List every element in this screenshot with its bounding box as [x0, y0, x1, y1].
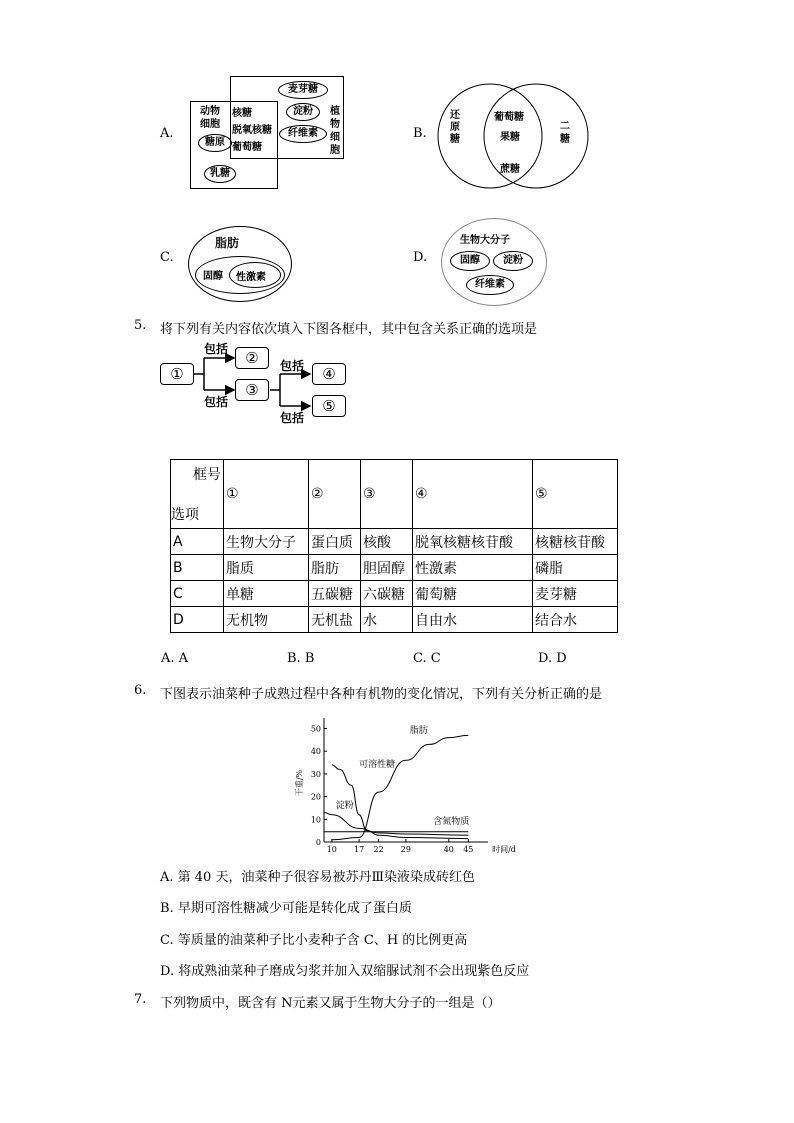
question-stem: 下列物质中，既含有 N元素又属于生物大分子的一组是（） [160, 996, 501, 1011]
plant-cell-label: 植 物 细 胞 [330, 106, 340, 156]
arrow-label: 包括 [204, 342, 229, 356]
glycogen-oval: 糖原 [198, 134, 232, 152]
seed-chart [290, 712, 516, 858]
table-cell: A [171, 529, 224, 555]
options-table [170, 459, 618, 633]
table-cell: 蛋白质 [309, 529, 361, 555]
table-header: ② [309, 460, 361, 529]
table-cell: 性激素 [413, 555, 533, 581]
table-cell: D [171, 607, 224, 633]
table-cell: 脱氧核糖核苷酸 [413, 529, 533, 555]
venn-center-fructose: 果糖 [500, 132, 520, 143]
diagram-a [190, 76, 344, 190]
table-cell: 自由水 [413, 607, 533, 633]
corner-top: 框号 [193, 467, 221, 483]
x-tick-label: 10 [326, 845, 337, 854]
reducing-sugar-label: 还 原 糖 [450, 110, 460, 145]
table-cell: 葡萄糖 [413, 581, 533, 607]
x-axis-label: 时间/d [492, 845, 516, 854]
choice-c[interactable]: C. 等质量的油菜种子比小麦种子含 C、H 的比例更高 [160, 933, 468, 948]
chart-labels [336, 724, 470, 827]
macromolecule-label: 生物大分子 [460, 235, 510, 246]
arrow-label: 包括 [280, 359, 305, 373]
table-row [171, 581, 618, 607]
table-cell: 结合水 [533, 607, 618, 633]
corner-cell [171, 460, 224, 529]
sterol-oval: 固醇 [450, 251, 490, 271]
x-tick-label: 40 [443, 845, 454, 854]
table-header: ⑤ [533, 460, 618, 529]
table-cell: 水 [361, 607, 413, 633]
overlap-item: 核糖 [232, 108, 252, 119]
table-cell: 无机物 [224, 607, 309, 633]
x-tick-label: 17 [354, 845, 365, 854]
table-header: ③ [361, 460, 413, 529]
arrow-label: 包括 [280, 411, 305, 425]
starch-oval: 淀粉 [286, 103, 320, 121]
table-header: ① [224, 460, 309, 529]
table-row [171, 555, 618, 581]
table-cell: 胆固醇 [361, 555, 413, 581]
table-cell: C [171, 581, 224, 607]
table-cell: 核酸 [361, 529, 413, 555]
disaccharide-label: 二 糖 [560, 121, 570, 145]
table-row [171, 529, 618, 555]
table-row [171, 607, 618, 633]
choice-d[interactable]: D. D [538, 651, 567, 666]
x-tick-label: 45 [463, 845, 474, 854]
table-header: ④ [413, 460, 533, 529]
y-tick-label: 30 [310, 769, 321, 779]
table-cell: 五碳糖 [309, 581, 361, 607]
table-cell: 脂肪 [309, 555, 361, 581]
choice-b[interactable]: B. 早期可溶性糖减少可能是转化成了蛋白质 [160, 901, 412, 916]
y-axis-label: 干重/% [295, 769, 304, 797]
table-cell: 核糖核苷酸 [533, 529, 618, 555]
y-tick-label: 20 [310, 792, 321, 802]
box-3: ③ [235, 379, 269, 401]
cellulose-oval: 纤维素 [279, 125, 327, 143]
choice-a[interactable]: A. A [161, 651, 189, 666]
question-number: 6. [134, 683, 147, 698]
table-cell: 麦芽糖 [533, 581, 618, 607]
inclusion-diagram [160, 338, 350, 424]
table-cell: 无机盐 [309, 607, 361, 633]
question-number: 5. [134, 318, 147, 333]
choice-a[interactable]: A. 第 40 天，油菜种子很容易被苏丹Ⅲ染液染成砖红色 [160, 870, 475, 885]
series-label: 脂肪 [409, 726, 428, 737]
x-tick-label: 22 [373, 845, 384, 854]
sex-hormone-label: 性激素 [236, 272, 266, 283]
table-cell: 六碳糖 [361, 581, 413, 607]
table-cell: 生物大分子 [224, 529, 309, 555]
choice-d[interactable]: D. 将成熟油菜种子磨成匀浆并加入双缩脲试剂不会出现紫色反应 [160, 964, 530, 979]
x-tick-label: 29 [400, 845, 411, 854]
sterol-label: 固醇 [203, 271, 223, 282]
starch-oval: 淀粉 [493, 251, 533, 271]
table-cell: B [171, 555, 224, 581]
animal-cell-label: 动物 细胞 [200, 106, 220, 130]
overlap-item: 葡萄糖 [232, 142, 262, 153]
overlap-list [232, 105, 272, 156]
question-stem: 下图表示油菜种子成熟过程中各种有机物的变化情况，下列有关分析正确的是 [160, 687, 603, 702]
table-cell: 磷脂 [533, 555, 618, 581]
series-label: 淀粉 [335, 800, 354, 811]
arrow-label: 包括 [204, 395, 229, 409]
option-label: A. [160, 126, 174, 141]
box-2: ② [235, 347, 269, 369]
series-label: 可溶性糖 [359, 760, 396, 771]
box-4: ④ [312, 363, 346, 385]
y-tick-label: 40 [310, 747, 321, 757]
venn-center-glucose: 葡萄糖 [494, 112, 524, 123]
box-1: ① [160, 363, 194, 385]
question-number: 7. [134, 992, 147, 1007]
y-tick-label: 10 [310, 815, 321, 825]
y-tick-label: 50 [310, 724, 321, 734]
option-label: C. [160, 250, 174, 265]
overlap-item: 脱氧核糖 [232, 125, 272, 136]
venn-center-sucrose: 蔗糖 [500, 164, 520, 175]
option-label: D. [413, 250, 428, 265]
lactose-oval: 乳糖 [204, 165, 236, 183]
choice-b[interactable]: B. B [287, 651, 315, 666]
choice-c[interactable]: C. C [413, 651, 441, 666]
question-stem: 将下列有关内容依次填入下图各框中，其中包含关系正确的选项是 [160, 322, 538, 337]
fat-label: 脂肪 [215, 236, 240, 250]
table-cell: 单糖 [224, 581, 309, 607]
series-label: 含氮物质 [433, 816, 470, 827]
table-cell: 脂质 [224, 555, 309, 581]
maltose-oval: 麦芽糖 [278, 81, 328, 99]
box-5: ⑤ [312, 395, 346, 417]
cellulose-oval: 纤维素 [466, 275, 514, 295]
option-label: B. [413, 126, 427, 141]
y-tick-label: 0 [315, 838, 321, 847]
corner-bottom: 选项 [171, 507, 199, 523]
